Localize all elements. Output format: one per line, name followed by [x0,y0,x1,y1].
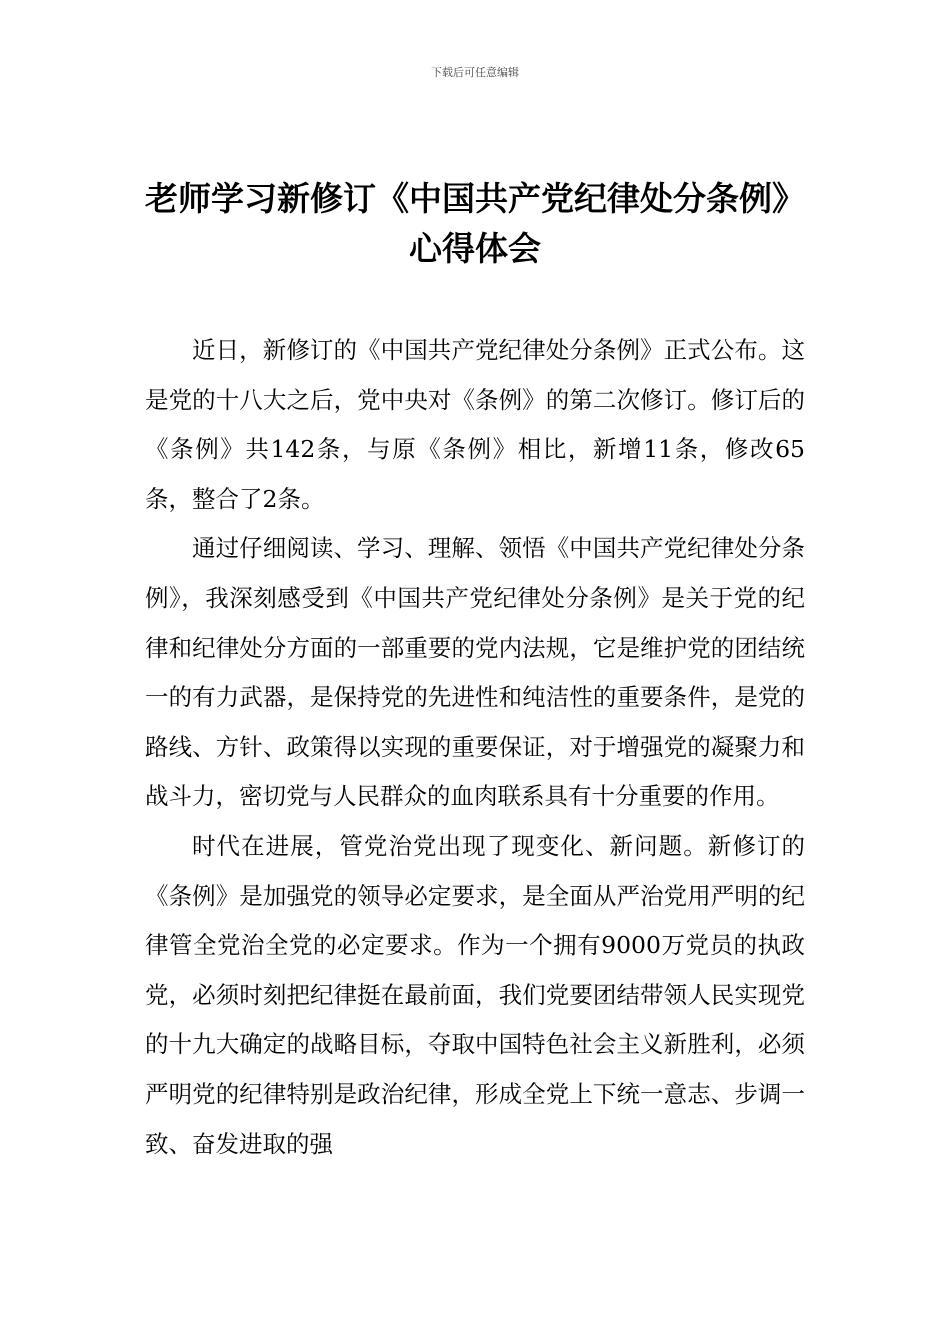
paragraph: 通过仔细阅读、学习、理解、领悟《中国共产党纪律处分条例》，我深刻感受到《中国共产党纪律处分条例》是关于党的纪律和纪律处分方面的一部重要的党内法规，它是维护党的团结统一的有力武器，是保持党的先进性和纯洁性的重要条件，是党的路线、方针、政策得以实现的重要保证，对于增强党的凝聚力和战斗力，密切党与人民群众的血肉联系具有十分重要的作用。 [145,534,805,811]
paragraph: 近日，新修订的《中国共产党纪律处分条例》正式公布。这是党的十八大之后，党中央对《条例》的第二次修订。修订后的《条例》共142条，与原《条例》相比，新增11条，修改65条，整合了2条。 [145,336,805,513]
paragraph: 时代在进展，管党治党出现了现变化、新问题。新修订的《条例》是加强党的领导必定要求，是全面从严治党用严明的纪律管全党治全党的必定要求。作为一个拥有9000万党员的执政党，必须时刻把纪律挺在最前面，我们党要团结带领人民实现党的十九大确定的战略目标，夺取中国特色社会主义新胜利，必须严明党的纪律特别是政治纪律，形成全党上下统一意志、步调一致、奋发进取的强 [145,831,805,1158]
header-note: 下载后可任意编辑 [431,66,519,79]
document-title: 老师学习新修订《中国共产党纪律处分条例》心得体会 [145,179,805,268]
document-body [145,326,805,1169]
